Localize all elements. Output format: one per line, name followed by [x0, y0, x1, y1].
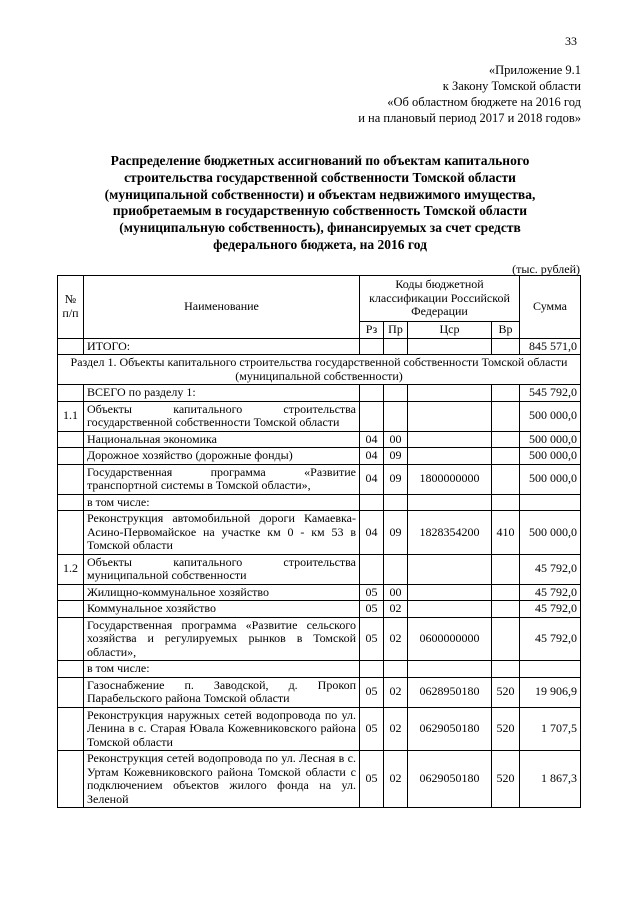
row-sum: 845 571,0: [520, 338, 581, 355]
table-row: [58, 584, 581, 601]
row-sum: 45 792,0: [520, 554, 581, 584]
appendix-line: «Приложение 9.1: [488, 63, 581, 77]
row-name: Государственная программа «Развитие сельского хозяйства и регулируемых рынков в Томской области»,: [84, 617, 360, 661]
table-row: [58, 677, 581, 707]
row-pr: 02: [384, 677, 408, 707]
row-rz: 04: [360, 431, 384, 448]
table-row: [58, 494, 581, 511]
table-row: [58, 554, 581, 584]
appendix-line: и на плановый период 2017 и 2018 годов»: [358, 111, 581, 125]
row-vr: 410: [492, 511, 520, 555]
row-rz: 05: [360, 677, 384, 707]
table-row: [58, 464, 581, 494]
header-rz: Рз: [360, 322, 384, 339]
header-pr: Пр: [384, 322, 408, 339]
table-row: [58, 431, 581, 448]
row-name: Национальная экономика: [84, 431, 360, 448]
row-sum: 1 707,5: [520, 707, 581, 751]
row-vr: 520: [492, 707, 520, 751]
document-title: [85, 153, 555, 254]
appendix-line: к Закону Томской области: [442, 79, 581, 93]
row-name: Реконструкция автомобильной дороги Камаевка-Асино-Первомайское на участке км 0 - км 53 в Томской области: [84, 511, 360, 555]
row-sum: 1 867,3: [520, 751, 581, 808]
row-csr: 0629050180: [408, 751, 492, 808]
section-row: [58, 355, 581, 385]
row-sum: 500 000,0: [520, 448, 581, 465]
budget-table: [57, 275, 581, 808]
row-num: 1.1: [58, 401, 84, 431]
row-name: в том числе:: [84, 661, 360, 678]
title-line: строительства государственной собственности Томской области: [124, 169, 516, 185]
row-name: ВСЕГО по разделу 1:: [84, 385, 360, 402]
row-name: Объекты капитального строительства муниципальной собственности: [84, 554, 360, 584]
row-pr: 02: [384, 751, 408, 808]
row-name: Дорожное хозяйство (дорожные фонды): [84, 448, 360, 465]
title-line: приобретаемым в государственную собственность Томской области: [112, 203, 528, 219]
title-line: федерального бюджета, на 2016 год: [213, 236, 427, 252]
table-row: [58, 661, 581, 678]
row-pr: 02: [384, 617, 408, 661]
appendix-reference: [358, 62, 581, 126]
table-row: [58, 401, 581, 431]
section-heading: Раздел 1. Объекты капитального строительства государственной собственности Томской области (муниципальной собственности): [58, 355, 581, 385]
title-line: Распределение бюджетных ассигнований по объектам капитального: [110, 153, 530, 168]
row-pr: 09: [384, 464, 408, 494]
row-name: Реконструкция сетей водопровода по ул. Лесная в с. Уртам Кожевниковского района Томской области с подключением объектов жилого фонда на ул. Зеленой: [84, 751, 360, 808]
row-sum: 500 000,0: [520, 431, 581, 448]
row-pr: 02: [384, 707, 408, 751]
row-name: Реконструкция наружных сетей водопровода по ул. Ленина в с. Старая Ювала Кожевниковского района Томской области: [84, 707, 360, 751]
row-rz: 04: [360, 448, 384, 465]
row-name: Газоснабжение п. Заводской, д. Прокоп Парабельского района Томской области: [84, 677, 360, 707]
row-sum: 45 792,0: [520, 584, 581, 601]
row-rz: 05: [360, 601, 384, 618]
row-pr: 09: [384, 448, 408, 465]
row-sum: 500 000,0: [520, 401, 581, 431]
row-name: в том числе:: [84, 494, 360, 511]
row-csr: 0628950180: [408, 677, 492, 707]
title-line: (муниципальной собственности) и объектам недвижимого имущества,: [104, 186, 536, 202]
appendix-line: «Об областном бюджете на 2016 год: [387, 95, 581, 109]
row-sum: 500 000,0: [520, 464, 581, 494]
table-row: [58, 601, 581, 618]
row-rz: 04: [360, 464, 384, 494]
row-name: Коммунальное хозяйство: [84, 601, 360, 618]
header-csr: Цср: [408, 322, 492, 339]
header-vr: Вр: [492, 322, 520, 339]
header-name: Наименование: [84, 276, 360, 339]
row-rz: 05: [360, 707, 384, 751]
row-name: Жилищно-коммунальное хозяйство: [84, 584, 360, 601]
row-vr: 520: [492, 751, 520, 808]
row-pr: 00: [384, 584, 408, 601]
table-row: [58, 338, 581, 355]
row-pr: 09: [384, 511, 408, 555]
table-row: [58, 385, 581, 402]
row-rz: 04: [360, 511, 384, 555]
row-name: Объекты капитального строительства государственной собственности Томской области: [84, 401, 360, 431]
page-number: 33: [565, 34, 577, 48]
header-row: [58, 276, 581, 322]
table-row: [58, 511, 581, 555]
row-sum: 45 792,0: [520, 617, 581, 661]
title-line: (муниципальную собственность), финансируемых за счет средств: [119, 220, 521, 236]
row-rz: 05: [360, 751, 384, 808]
row-num: 1.2: [58, 554, 84, 584]
header-sum: Сумма: [520, 276, 581, 339]
row-vr: 520: [492, 677, 520, 707]
row-pr: 00: [384, 431, 408, 448]
units-label: (тыс. рублей): [512, 262, 580, 276]
row-sum: 19 906,9: [520, 677, 581, 707]
table-row: [58, 751, 581, 808]
table-row: [58, 707, 581, 751]
header-codes: Коды бюджетной классификации Российской Федерации: [360, 276, 520, 322]
row-csr: 1800000000: [408, 464, 492, 494]
row-csr: 1828354200: [408, 511, 492, 555]
row-csr: 0600000000: [408, 617, 492, 661]
row-sum: 45 792,0: [520, 601, 581, 618]
row-name: ИТОГО:: [84, 338, 360, 355]
row-sum: 545 792,0: [520, 385, 581, 402]
header-num: № п/п: [58, 276, 84, 339]
row-name: Государственная программа «Развитие транспортной системы в Томской области»,: [84, 464, 360, 494]
row-csr: 0629050180: [408, 707, 492, 751]
row-pr: 02: [384, 601, 408, 618]
table-row: [58, 617, 581, 661]
row-sum: 500 000,0: [520, 511, 581, 555]
table-row: [58, 448, 581, 465]
row-rz: 05: [360, 584, 384, 601]
row-rz: 05: [360, 617, 384, 661]
